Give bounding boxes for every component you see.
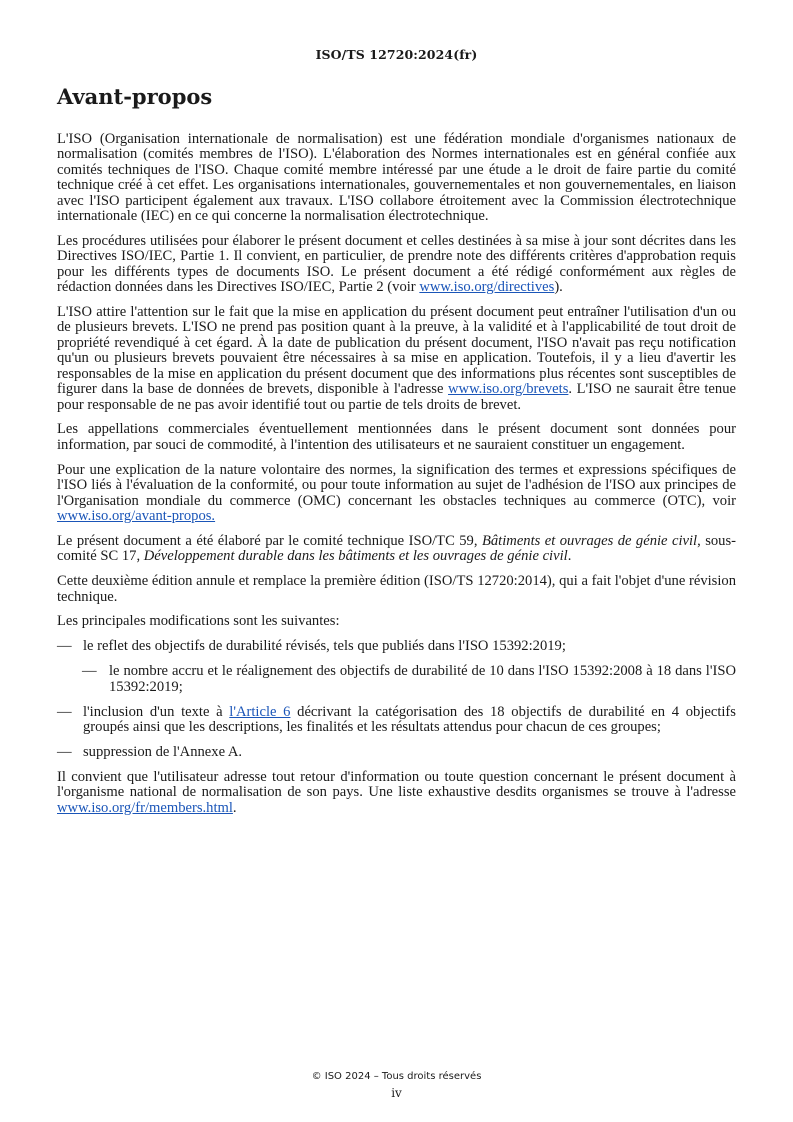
list-item: — l'inclusion d'un texte à l'Article 6 décrivant la catégorisation des 18 objectifs de durabilité en 4 objectifs groupés ainsi que les descriptions, les finalités et les résultats attendus pour chacun de ces groupes; [57,703,736,735]
paragraph-committee: Le présent document a été élaboré par le comité technique ISO/TC 59, Bâtiments et ouvrages de génie civil, sous-comité SC 17, Développement durable dans les bâtiments et les ouvrages de génie civil. [57,532,737,565]
article-6-link[interactable]: l'Article 6 [229,703,291,720]
paragraph-voluntary-nature: Pour une explication de la nature volontaire des normes, la signification des termes et expressions spécifiques de l'ISO liés à l'évaluation de la conformité, ou pour toute information au sujet de l'adhésion de l'ISO aux principes de l'Organisation mondiale du commerce (OMC) concernant les obstacles techniques au commerce (OTC), voir www.iso.org/avant-propos. [57,461,736,524]
page-number: iv [391,1086,402,1100]
dash-marker: — [82,663,97,680]
directives-link[interactable]: www.iso.org/directives [419,279,555,296]
dash-marker: — [57,743,72,760]
patents-link[interactable]: www.iso.org/brevets [448,381,569,398]
paragraph-changes-intro: Les principales modifications sont les suivantes: [57,613,340,630]
document-reference: ISO/TS 12720:2024(fr) [315,47,478,62]
paragraph-feedback: Il convient que l'utilisateur adresse tout retour d'information ou toute question concernant le présent document à l'organisme national de normalisation de son pays. Une liste exhaustive desdits organismes se trouve à l'adresse www.iso.org/fr/members.html. [57,768,736,816]
paragraph-trade-names: Les appellations commerciales éventuellement mentionnées dans le présent document sont données pour information, par souci de commodité, à l'intention des utilisateurs et ne sauraient constituer un engagement. [57,421,736,453]
list-item: — suppression de l'Annexe A. [57,743,243,760]
page-footer [0,1069,793,1101]
members-link[interactable]: www.iso.org/fr/members.html [57,799,233,816]
foreword-link[interactable]: www.iso.org/avant-propos. [57,507,216,524]
dash-marker: — [57,638,72,655]
copyright-notice: © ISO 2024 – Tous droits réservés [311,1071,482,1082]
page-title: Avant-propos [57,84,213,109]
list-item: — le reflet des objectifs de durabilité révisés, tels que publiés dans l'ISO 15392:2019; [57,638,566,655]
paragraph-edition: Cette deuxième édition annule et remplace la première édition (ISO/TS 12720:2014), qui a fait l'objet d'une révision technique. [57,573,736,605]
foreword-body [57,132,736,826]
paragraph-patents: L'ISO attire l'attention sur le fait que la mise en application du présent document peut entraîner l'utilisation d'un ou de plusieurs brevets. L'ISO ne prend pas position quant à la preuve, à la validité et à l'applicabilité de tout droit de propriété revendiqué à cet égard. À la date de publication du présent document, l'ISO n'avait pas reçu notification qu'un ou plusieurs brevets pouvaient être nécessaires à sa mise en application. Toutefois, il y a lieu d'avertir les responsables de la mise en application du présent document que des informations plus récentes sont susceptibles de figurer dans la base de données de brevets, disponible à l'adresse www.iso.org/brevets. L'ISO ne saurait être tenue pour responsable de ne pas avoir identifié tout ou partie de tels droits de brevet. [57,304,736,413]
dash-marker: — [57,703,72,720]
paragraph-iso-intro: L'ISO (Organisation internationale de normalisation) est une fédération mondiale d'organismes nationaux de normalisation (comités membres de l'ISO). L'élaboration des Normes internationales est en général confiée aux comités techniques de l'ISO. Chaque comité membre intéressé par une étude a le droit de faire partie du comité technique créé à cet effet. Les organisations internationales, gouvernementales et non gouvernementales, en liaison avec l'ISO participent également aux travaux. L'ISO collabore étroitement avec la Commission électrotechnique internationale (IEC) en ce qui concerne la normalisation électrotechnique. [57,131,736,225]
list-item: — le nombre accru et le réalignement des objectifs de durabilité de 10 dans l'ISO 15392:2008 à 18 dans l'ISO 15392:2019; [82,663,736,695]
paragraph-procedures: Les procédures utilisées pour élaborer le présent document et celles destinées à sa mise à jour sont décrites dans les Directives ISO/IEC, Partie 1. Il convient, en particulier, de prendre note des différents critères d'approbation requis pour les différents types de documents ISO. Le présent document a été rédigé conformément aux règles de rédaction données dans les Directives ISO/IEC, Partie 2 (voir www.iso.org/directives). [57,232,736,296]
